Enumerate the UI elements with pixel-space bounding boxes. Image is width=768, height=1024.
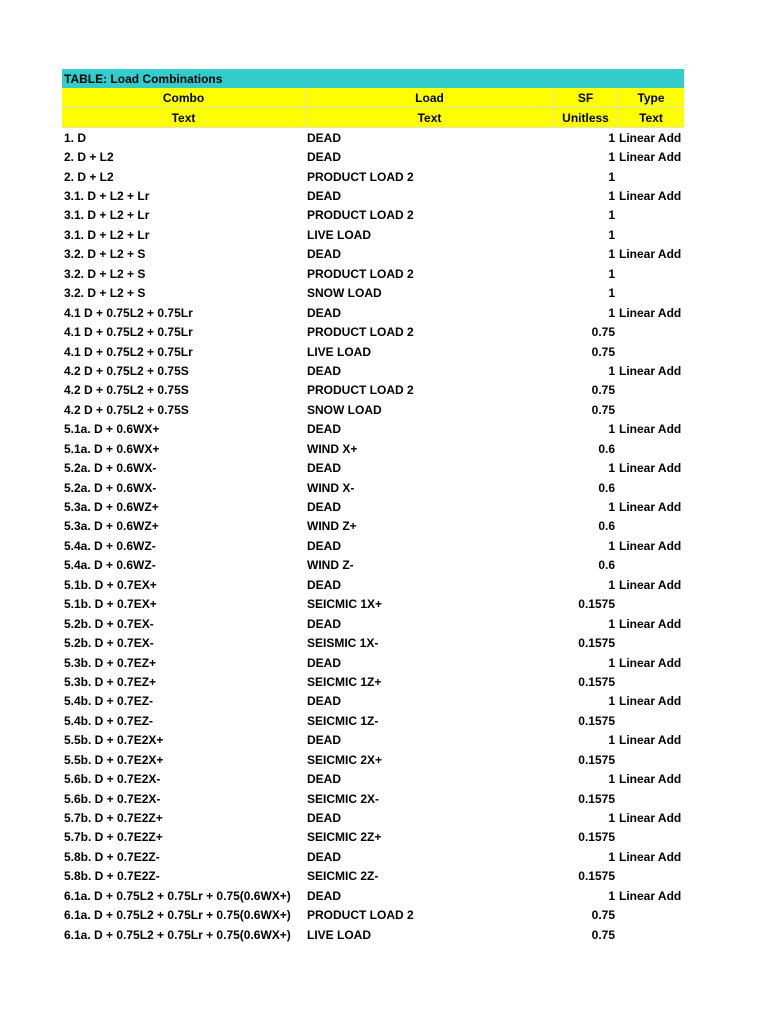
table-row xyxy=(62,225,684,244)
table-row xyxy=(62,186,684,205)
cell-load: DEAD xyxy=(307,363,342,378)
cell-load: DEAD xyxy=(307,500,342,515)
cell-type: Linear Add xyxy=(619,888,682,903)
cell-load: DEAD xyxy=(307,655,342,670)
table-row xyxy=(62,711,684,730)
cell-sf: 0.6 xyxy=(598,519,615,534)
table-row xyxy=(62,478,684,497)
table-row xyxy=(62,420,684,439)
table-row xyxy=(62,556,684,575)
cell-combo: 5.2a. D + 0.6WX- xyxy=(64,461,157,476)
cell-type: Linear Add xyxy=(619,538,682,553)
cell-load: DEAD xyxy=(307,538,342,553)
cell-sf: 0.1575 xyxy=(578,830,615,845)
cell-combo: 5.4b. D + 0.7EZ- xyxy=(64,713,154,728)
table-row xyxy=(62,322,684,341)
cell-load: PRODUCT LOAD 2 xyxy=(307,266,414,281)
cell-sf: 0.1575 xyxy=(578,713,615,728)
cell-combo: 5.3b. D + 0.7EZ+ xyxy=(64,655,157,670)
cell-sf: 0.1575 xyxy=(578,597,615,612)
cell-type: Linear Add xyxy=(619,363,682,378)
cell-load: DEAD xyxy=(307,772,342,787)
cell-sf: 1 xyxy=(608,772,615,787)
table-row xyxy=(62,206,684,225)
cell-sf: 0.6 xyxy=(598,558,615,573)
cell-combo: 5.1a. D + 0.6WX+ xyxy=(64,422,160,437)
cell-load: DEAD xyxy=(307,305,342,320)
cell-sf: 1 xyxy=(608,305,615,320)
table-row xyxy=(62,731,684,750)
header-combo: Combo xyxy=(62,88,306,107)
table-row xyxy=(62,245,684,264)
cell-load: SEISMIC 1X- xyxy=(307,636,379,651)
cell-load: SEICMIC 2Z+ xyxy=(307,830,382,845)
cell-load: SEICMIC 1X+ xyxy=(307,597,383,612)
table-row xyxy=(62,595,684,614)
cell-combo: 5.1b. D + 0.7EX+ xyxy=(64,597,157,612)
cell-combo: 5.6b. D + 0.7E2X- xyxy=(64,772,161,787)
cell-load: DEAD xyxy=(307,577,342,592)
table-row xyxy=(62,847,684,866)
table-row xyxy=(62,284,684,303)
cell-combo: 2. D + L2 xyxy=(64,169,114,184)
cell-combo: 4.1 D + 0.75L2 + 0.75Lr xyxy=(64,325,193,340)
cell-combo: 4.1 D + 0.75L2 + 0.75Lr xyxy=(64,344,193,359)
cell-sf: 0.75 xyxy=(591,908,615,923)
cell-combo: 3.2. D + L2 + S xyxy=(64,266,146,281)
table-row xyxy=(62,303,684,322)
table-row xyxy=(62,439,684,458)
cell-sf: 1 xyxy=(608,130,615,145)
cell-load: SEICMIC 2X- xyxy=(307,791,380,806)
cell-sf: 1 xyxy=(608,616,615,631)
cell-sf: 0.75 xyxy=(591,402,615,417)
cell-load: DEAD xyxy=(307,189,342,204)
cell-sf: 0.1575 xyxy=(578,636,615,651)
cell-sf: 1 xyxy=(608,888,615,903)
cell-sf: 1 xyxy=(608,247,615,262)
cell-sf: 1 xyxy=(608,169,615,184)
table-row xyxy=(62,381,684,400)
table-row xyxy=(62,536,684,555)
table-row xyxy=(62,264,684,283)
cell-sf: 1 xyxy=(608,849,615,864)
cell-sf: 0.75 xyxy=(591,325,615,340)
cell-load: PRODUCT LOAD 2 xyxy=(307,325,414,340)
cell-load: PRODUCT LOAD 2 xyxy=(307,169,414,184)
cell-sf: 1 xyxy=(608,538,615,553)
cell-sf: 0.1575 xyxy=(578,869,615,884)
cell-type: Linear Add xyxy=(619,150,682,165)
cell-load: PRODUCT LOAD 2 xyxy=(307,208,414,223)
table-row xyxy=(62,497,684,516)
cell-type: Linear Add xyxy=(619,461,682,476)
header-sf: SF xyxy=(554,88,618,107)
cell-type: Linear Add xyxy=(619,577,682,592)
header-row xyxy=(62,88,684,108)
cell-combo: 6.1a. D + 0.75L2 + 0.75Lr + 0.75(0.6WX+) xyxy=(64,888,291,903)
cell-combo: 5.8b. D + 0.7E2Z- xyxy=(64,869,160,884)
table-row xyxy=(62,886,684,905)
cell-load: LIVE LOAD xyxy=(307,344,372,359)
cell-combo: 3.2. D + L2 + S xyxy=(64,247,146,262)
table-row xyxy=(62,789,684,808)
cell-combo: 5.2b. D + 0.7EX- xyxy=(64,636,154,651)
cell-sf: 1 xyxy=(608,208,615,223)
cell-type: Linear Add xyxy=(619,189,682,204)
cell-load: DEAD xyxy=(307,150,342,165)
cell-type: Linear Add xyxy=(619,247,682,262)
cell-load: SNOW LOAD xyxy=(307,402,382,417)
cell-load: DEAD xyxy=(307,247,342,262)
cell-sf: 0.75 xyxy=(591,344,615,359)
cell-type: Linear Add xyxy=(619,130,682,145)
table-row xyxy=(62,672,684,691)
cell-combo: 3.1. D + L2 + Lr xyxy=(64,208,150,223)
cell-combo: 5.8b. D + 0.7E2Z- xyxy=(64,849,160,864)
cell-sf: 0.6 xyxy=(598,480,615,495)
table-row xyxy=(62,575,684,594)
cell-sf: 0.1575 xyxy=(578,752,615,767)
cell-sf: 1 xyxy=(608,266,615,281)
cell-load: SEICMIC 1Z- xyxy=(307,713,379,728)
cell-sf: 1 xyxy=(608,694,615,709)
table-row xyxy=(62,692,684,711)
unit-sf: Unitless xyxy=(554,108,618,127)
cell-load: SEICMIC 2Z- xyxy=(307,869,379,884)
cell-combo: 6.1a. D + 0.75L2 + 0.75Lr + 0.75(0.6WX+) xyxy=(64,908,291,923)
cell-load: DEAD xyxy=(307,811,342,826)
cell-sf: 1 xyxy=(608,577,615,592)
cell-type: Linear Add xyxy=(619,500,682,515)
header-load: Load xyxy=(306,88,554,107)
table-row xyxy=(62,361,684,380)
cell-load: WIND X+ xyxy=(307,441,358,456)
unit-type: Text xyxy=(639,110,663,125)
cell-load: WIND Z+ xyxy=(307,519,357,534)
cell-combo: 5.3a. D + 0.6WZ+ xyxy=(64,500,159,515)
table-row xyxy=(62,633,684,652)
cell-type: Linear Add xyxy=(619,616,682,631)
cell-combo: 4.2 D + 0.75L2 + 0.75S xyxy=(64,363,189,378)
cell-load: DEAD xyxy=(307,130,342,145)
table-row xyxy=(62,458,684,477)
cell-type: Linear Add xyxy=(619,655,682,670)
cell-load: DEAD xyxy=(307,461,342,476)
cell-sf: 0.1575 xyxy=(578,674,615,689)
cell-combo: 4.2 D + 0.75L2 + 0.75S xyxy=(64,402,189,417)
cell-combo: 5.3b. D + 0.7EZ+ xyxy=(64,674,157,689)
cell-load: SNOW LOAD xyxy=(307,286,382,301)
table-row xyxy=(62,653,684,672)
cell-type: Linear Add xyxy=(619,772,682,787)
table-row xyxy=(62,342,684,361)
cell-load: DEAD xyxy=(307,616,342,631)
cell-load: DEAD xyxy=(307,422,342,437)
cell-load: LIVE LOAD xyxy=(307,927,372,942)
cell-sf: 1 xyxy=(608,461,615,476)
cell-combo: 5.2b. D + 0.7EX- xyxy=(64,616,154,631)
table-row xyxy=(62,517,684,536)
unit-combo: Text xyxy=(62,108,306,127)
table-title: TABLE: Load Combinations xyxy=(62,69,684,88)
cell-combo: 5.1a. D + 0.6WX+ xyxy=(64,441,160,456)
cell-load: SEICMIC 2X+ xyxy=(307,752,383,767)
cell-load: DEAD xyxy=(307,888,342,903)
table-row xyxy=(62,147,684,166)
cell-load: SEICMIC 1Z+ xyxy=(307,674,382,689)
cell-sf: 1 xyxy=(608,286,615,301)
table-row xyxy=(62,828,684,847)
cell-type: Linear Add xyxy=(619,305,682,320)
load-combinations-table xyxy=(62,69,684,944)
cell-combo: 5.3a. D + 0.6WZ+ xyxy=(64,519,159,534)
table-row xyxy=(62,614,684,633)
cell-combo: 5.4b. D + 0.7EZ- xyxy=(64,694,154,709)
cell-load: DEAD xyxy=(307,694,342,709)
table-row xyxy=(62,400,684,419)
cell-type: Linear Add xyxy=(619,694,682,709)
cell-combo: 1. D xyxy=(64,130,87,145)
cell-combo: 5.4a. D + 0.6WZ- xyxy=(64,538,156,553)
cell-sf: 1 xyxy=(608,363,615,378)
cell-load: WIND X- xyxy=(307,480,355,495)
cell-combo: 5.1b. D + 0.7EX+ xyxy=(64,577,157,592)
cell-type: Linear Add xyxy=(619,849,682,864)
cell-sf: 0.75 xyxy=(591,383,615,398)
cell-combo: 4.1 D + 0.75L2 + 0.75Lr xyxy=(64,305,193,320)
table-row xyxy=(62,808,684,827)
cell-combo: 6.1a. D + 0.75L2 + 0.75Lr + 0.75(0.6WX+) xyxy=(64,927,291,942)
cell-sf: 1 xyxy=(608,189,615,204)
cell-combo: 2. D + L2 xyxy=(64,150,114,165)
cell-combo: 5.7b. D + 0.7E2Z+ xyxy=(64,830,163,845)
cell-load: DEAD xyxy=(307,849,342,864)
cell-sf: 1 xyxy=(608,655,615,670)
cell-load: LIVE LOAD xyxy=(307,227,372,242)
cell-combo: 5.4a. D + 0.6WZ- xyxy=(64,558,156,573)
unit-load: Text xyxy=(306,108,554,127)
table-row xyxy=(62,167,684,186)
table-row xyxy=(62,925,684,944)
cell-combo: 5.6b. D + 0.7E2X- xyxy=(64,791,161,806)
units-row xyxy=(62,108,684,128)
table-body xyxy=(62,128,684,944)
cell-sf: 1 xyxy=(608,733,615,748)
cell-load: PRODUCT LOAD 2 xyxy=(307,383,414,398)
cell-sf: 1 xyxy=(608,500,615,515)
cell-load: DEAD xyxy=(307,733,342,748)
cell-sf: 1 xyxy=(608,811,615,826)
cell-type: Linear Add xyxy=(619,811,682,826)
cell-combo: 3.1. D + L2 + Lr xyxy=(64,189,150,204)
cell-type: Linear Add xyxy=(619,733,682,748)
cell-sf: 0.6 xyxy=(598,441,615,456)
cell-combo: 4.2 D + 0.75L2 + 0.75S xyxy=(64,383,189,398)
cell-combo: 5.2a. D + 0.6WX- xyxy=(64,480,157,495)
cell-combo: 3.1. D + L2 + Lr xyxy=(64,227,150,242)
table-row xyxy=(62,750,684,769)
cell-combo: 5.5b. D + 0.7E2X+ xyxy=(64,752,164,767)
header-type: Type xyxy=(637,90,665,105)
cell-combo: 3.2. D + L2 + S xyxy=(64,286,146,301)
cell-sf: 1 xyxy=(608,227,615,242)
table-row xyxy=(62,769,684,788)
cell-load: WIND Z- xyxy=(307,558,354,573)
cell-sf: 1 xyxy=(608,150,615,165)
cell-sf: 0.1575 xyxy=(578,791,615,806)
cell-load: PRODUCT LOAD 2 xyxy=(307,908,414,923)
cell-combo: 5.5b. D + 0.7E2X+ xyxy=(64,733,164,748)
cell-combo: 5.7b. D + 0.7E2Z+ xyxy=(64,811,163,826)
cell-type: Linear Add xyxy=(619,422,682,437)
table-row xyxy=(62,867,684,886)
cell-sf: 0.75 xyxy=(591,927,615,942)
cell-sf: 1 xyxy=(608,422,615,437)
table-row xyxy=(62,128,684,147)
table-row xyxy=(62,906,684,925)
